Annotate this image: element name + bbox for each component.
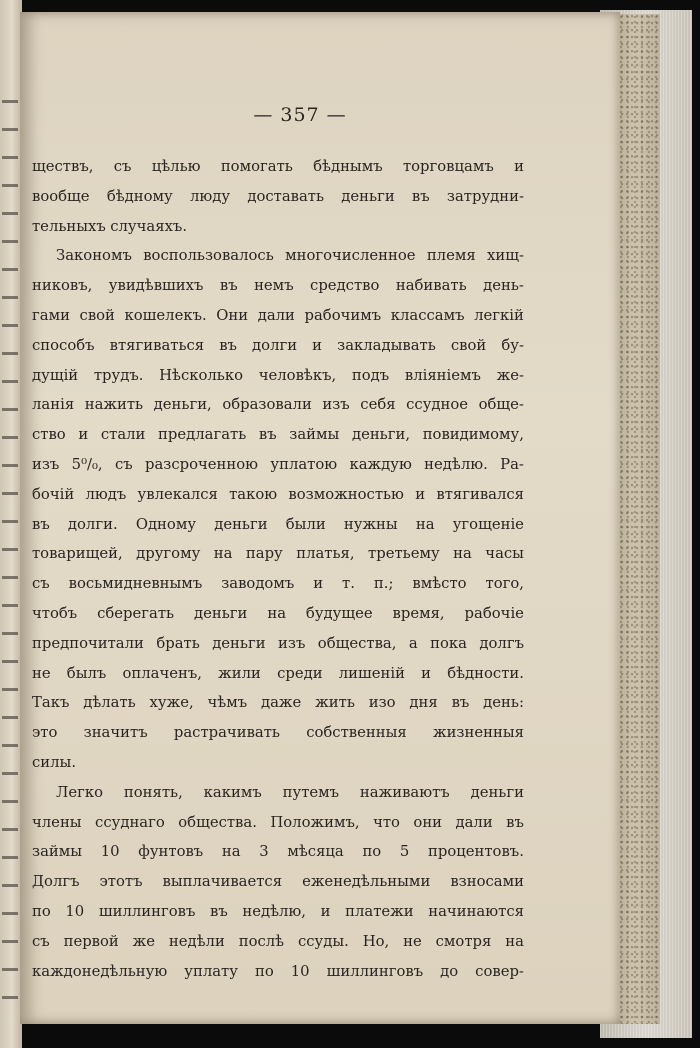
left-page-text-mark [2, 464, 18, 467]
left-page-text-mark [2, 884, 18, 887]
left-page-text-mark [2, 996, 18, 999]
text-line: гами свой кошелекъ. Они дали рабочимъ классамъ легкій [32, 306, 524, 324]
text-line: ществъ, съ цѣлью помогать бѣднымъ торговцамъ и [32, 158, 524, 175]
left-page-text-mark [2, 800, 18, 803]
text-line: предпочитали брать деньги изъ общества, а пока долгъ [32, 634, 524, 652]
left-page-text-mark [2, 604, 18, 607]
left-page-text-mark [2, 352, 18, 355]
text-line: Долгъ этотъ выплачивается еженедѣльными взносами [32, 873, 524, 891]
text-line: члены ссуднаго общества. Положимъ, что они дали въ [32, 813, 524, 831]
text-line: бочій людъ увлекался такою возможностью и втягивался [32, 485, 524, 503]
text-line: ство и стали предлагать въ займы деньги, повидимому, [32, 426, 524, 444]
text-line: съ первой же недѣли послѣ ссуды. Но, не смотря на [32, 932, 524, 950]
left-page-text-mark [2, 744, 18, 747]
text-line: никовъ, увидѣвшихъ въ немъ средство набивать день- [32, 277, 524, 295]
left-page-text-mark [2, 660, 18, 663]
text-line: способъ втягиваться въ долги и закладывать свой бу- [32, 336, 524, 354]
left-page-text-mark [2, 436, 18, 439]
left-page-text-mark [2, 828, 18, 831]
text-line: тельныхъ случаяхъ. [32, 217, 188, 235]
left-page-text-mark [2, 240, 18, 243]
text-line: займы 10 фунтовъ на 3 мѣсяца по 5 процентовъ. [32, 843, 524, 861]
left-page-text-mark [2, 128, 18, 131]
left-page-text-mark [2, 296, 18, 299]
page-number: — 357 — [253, 104, 347, 126]
text-line: каждонедѣльную уплату по 10 шиллинговъ до совер- [32, 962, 524, 980]
page-body-text [32, 152, 524, 986]
text-line: Закономъ воспользовалось многочисленное племя хищ- [56, 247, 524, 265]
left-page-edge [0, 0, 22, 1048]
left-page-text-mark [2, 940, 18, 943]
left-page-text-mark [2, 100, 18, 103]
left-page-text-mark [2, 856, 18, 859]
page-stack-edge [616, 14, 660, 1024]
text-line: въ долги. Одному деньги были нужны на угощеніе [32, 515, 524, 533]
text-line: дущій трудъ. Нѣсколько человѣкъ, подъ вліяніемъ же- [32, 366, 524, 384]
left-page-text-mark [2, 408, 18, 411]
text-line: ланія нажить деньги, образовали изъ себя ссудное обще- [32, 396, 524, 414]
text-line: Легко понять, какимъ путемъ наживаютъ деньги [56, 783, 524, 801]
left-page-text-mark [2, 548, 18, 551]
left-page-text-mark [2, 912, 18, 915]
left-page-text-mark [2, 968, 18, 971]
left-page-text-mark [2, 184, 18, 187]
left-page-text-mark [2, 212, 18, 215]
text-line: это значитъ растрачивать собственныя жизненныя [32, 724, 524, 742]
left-page-text-mark [2, 716, 18, 719]
left-page-text-mark [2, 380, 18, 383]
text-line: по 10 шиллинговъ въ недѣлю, и платежи начинаются [32, 902, 524, 920]
book-page [20, 12, 620, 1024]
left-page-text-mark [2, 268, 18, 271]
text-line: силы. [32, 753, 77, 771]
left-page-text-mark [2, 520, 18, 523]
left-page-text-mark [2, 324, 18, 327]
text-line: товарищей, другому на пару платья, третьему на часы [32, 545, 524, 563]
text-line: не былъ оплаченъ, жили среди лишеній и бѣдности. [32, 664, 524, 682]
text-line: чтобъ сберегать деньги на будущее время, рабочіе [32, 604, 524, 622]
text-line: изъ 5⁰/₀, съ разсроченною уплатою каждую недѣлю. Ра- [32, 455, 524, 473]
left-page-text-mark [2, 492, 18, 495]
text-line: съ восьмидневнымъ заводомъ и т. п.; вмѣсто того, [32, 575, 524, 593]
left-page-text-mark [2, 772, 18, 775]
left-page-text-mark [2, 688, 18, 691]
text-line: Такъ дѣлать хуже, чѣмъ даже жить изо дня въ день: [32, 694, 524, 712]
text-line: вообще бѣдному люду доставать деньги въ затрудни- [32, 187, 524, 205]
left-page-text-mark [2, 576, 18, 579]
left-page-text-mark [2, 632, 18, 635]
left-page-text-mark [2, 156, 18, 159]
